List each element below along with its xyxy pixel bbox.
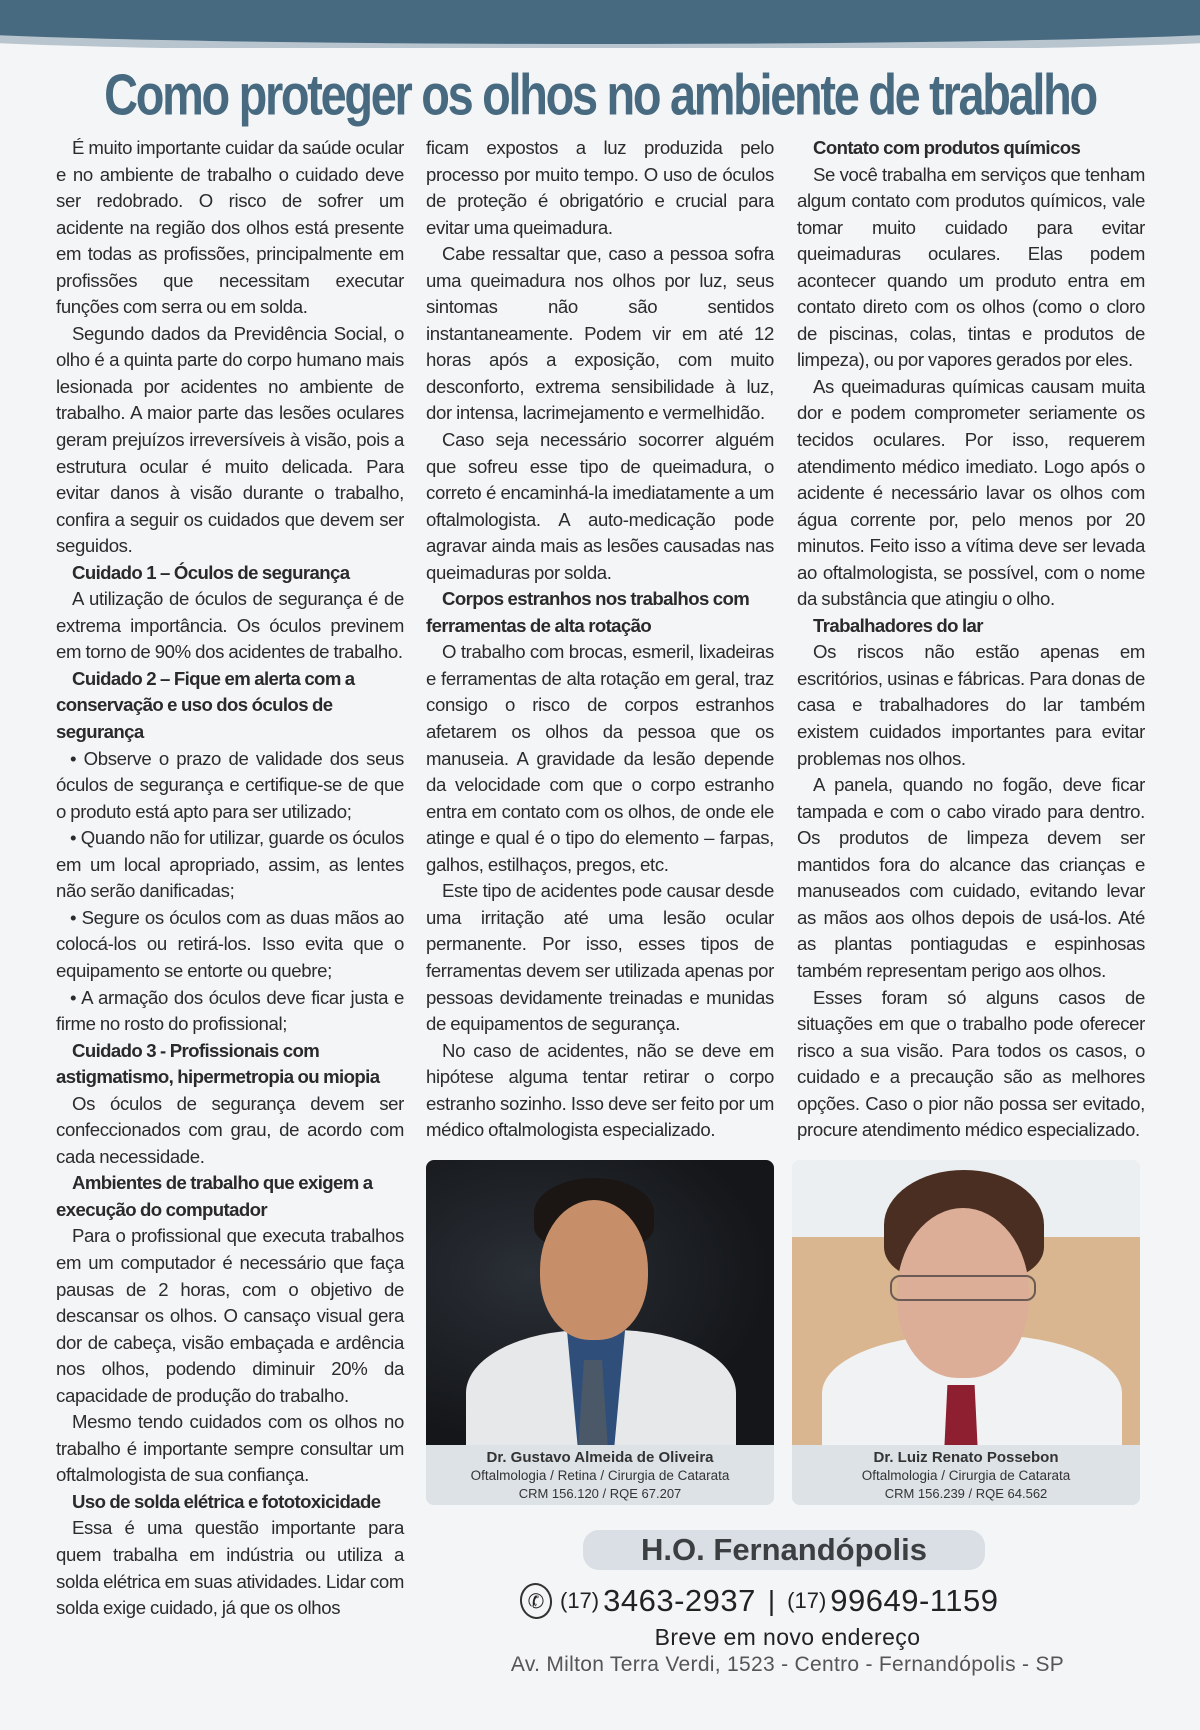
bullet-item: • Quando não for utilizar, guarde os óculos em um local apropriado, assim, as lentes não serão danificadas; xyxy=(56,827,404,902)
paragraph: Os óculos de segurança devem ser confeccionados com grau, de acordo com cada necessidade. xyxy=(56,1092,404,1167)
paragraph: É muito importante cuidar da saúde ocular e no ambiente de trabalho o cuidado deve ser redobrado. O risco de sofrer um acidente na região dos olhos está presente em todas as profissões, principalmente em profissões que necessitam executar funções com serra ou em solda. xyxy=(56,137,404,318)
paragraph: Este tipo de acidentes pode causar desde uma irritação até uma lesão ocular permanente. Por isso, esses tipos de ferramentas devem ser utilizada apenas por pessoas devidamente treinadas e munidas de equipamentos de segurança. xyxy=(426,880,774,1035)
paragraph: Para o profissional que executa trabalhos em um computador é necessário que faça pausas de 2 horas, com o objetivo de descansar os olhos. O cansaço visual gera dor de cabeça, visão embaçada e ardência nos olhos, podendo diminuir 20% da capacidade de produção do trabalho. xyxy=(56,1225,404,1406)
doctor-caption xyxy=(792,1445,1140,1505)
doctor-card-luiz xyxy=(792,1160,1140,1505)
paragraph: No caso de acidentes, não se deve em hipótese alguma tentar retirar o corpo estranho sozinho. Isso deve ser feito por um médico oftalmologista especializado. xyxy=(426,1039,774,1141)
doctor-specialty: Oftalmologia / Retina / Cirurgia de Catarata xyxy=(470,1468,730,1483)
section-subheading: Cuidado 3 - Profissionais com astigmatismo, hipermetropia ou miopia xyxy=(56,1039,380,1088)
paragraph: A panela, quando no fogão, deve ficar tampada e com o cabo virado para dentro. Os produtos de limpeza devem ser mantidos fora do alcance das crianças e manuseados com cuidado, evitando levar as mãos aos olhos depois de usá-los. Até as plantas pontiagudas e espinhosas também representam perigo aos olhos. xyxy=(797,774,1145,981)
doctor-caption xyxy=(426,1445,774,1505)
clinic-name: H.O. Fernandópolis xyxy=(583,1530,985,1570)
section-subheading: Uso de solda elétrica e fototoxicidade xyxy=(72,1490,381,1512)
phone1-number[interactable]: 3463-2937 xyxy=(603,1583,756,1618)
article-column-2 xyxy=(426,135,774,1144)
phone-separator: | xyxy=(767,1585,776,1616)
section-subheading: Contato com produtos químicos xyxy=(813,137,1081,158)
bullet-item: • Observe o prazo de validade dos seus óculos de segurança e certifique-se de que o produto está apto para ser utilizado; xyxy=(56,747,404,822)
article-column-1 xyxy=(56,135,404,1622)
phone2-area-code: (17) xyxy=(787,1588,827,1613)
article-column-3 xyxy=(797,135,1145,1144)
paragraph: Caso seja necessário socorrer alguém que sofreu esse tipo de queimadura, o correto é encaminhá-la imediatamente a um oftalmologista. A auto-medicação pode agravar ainda mais as lesões causadas nas queimaduras por solda. xyxy=(426,429,774,583)
paragraph: Mesmo tendo cuidados com os olhos no trabalho é importante sempre consultar um oftalmologista de sua confiança. xyxy=(56,1411,404,1486)
doctor-registration: CRM 156.120 / RQE 67.207 xyxy=(518,1486,682,1501)
doctor-name: Dr. Gustavo Almeida de Oliveira xyxy=(486,1449,714,1466)
paragraph: Esses foram só alguns casos de situações em que o trabalho pode oferecer risco a sua visão. Para todos os casos, o cuidado e a precaução são as melhores opções. Caso o pior não possa ser evitado, procure atendimento médico especializado. xyxy=(797,986,1145,1141)
section-subheading: Trabalhadores do lar xyxy=(813,614,983,636)
section-subheading: Corpos estranhos nos trabalhos com ferramentas de alta rotação xyxy=(426,588,750,636)
header-band xyxy=(0,0,1200,48)
doctor-face xyxy=(540,1200,648,1340)
doctor-photo xyxy=(426,1160,774,1445)
doctor-registration: CRM 156.239 / RQE 64.562 xyxy=(884,1486,1048,1501)
paragraph: O trabalho com brocas, esmeril, lixadeiras e ferramentas de alta rotação em geral, traz consigo o risco de corpos estranhos afetarem os olhos da pessoa que os manuseia. A gravidade da lesão depende da velocidade com que o corpo estranho entra em contato com os olhos, de onde ele atinge e qual é o tipo do elemento – farpas, galhos, estilhaços, pregos, etc. xyxy=(426,641,774,875)
phone2-number[interactable]: 99649-1159 xyxy=(830,1583,999,1618)
doctor-photo xyxy=(792,1160,1140,1445)
paragraph: Segundo dados da Previdência Social, o olho é a quinta parte do corpo humano mais lesionada por acidentes no ambiente de trabalho. A maior parte das lesões oculares geram prejuízos irreversíveis à visão, pois a estrutura ocular é muito delicada. Para evitar danos à visão durante o trabalho, confira a seguir os cuidados que devem ser seguidos. xyxy=(56,322,404,557)
section-subheading: Cuidado 1 – Óculos de segurança xyxy=(72,561,350,583)
doctor-specialty: Oftalmologia / Cirurgia de Catarata xyxy=(861,1468,1071,1483)
paragraph: Essa é uma questão importante para quem trabalha em indústria ou utiliza a solda elétrica em suas atividades. Lidar com solda exige cuidado, já que os olhos xyxy=(56,1517,404,1619)
section-subheading: Cuidado 2 – Fique em alerta com a conservação e uso dos óculos de segurança xyxy=(56,667,355,743)
bullet-item: • A armação dos óculos deve ficar justa e firme no rosto do profissional; xyxy=(56,986,404,1035)
header-band-fill xyxy=(0,0,1200,44)
paragraph: As queimaduras químicas causam muita dor e podem comprometer seriamente os tecidos oculares. Por isso, requerem atendimento médico imediato. Logo após o acidente é necessário lavar os olhos com água corrente por, pelo menos por 20 minutos. Feito isso a vítima deve ser levada ao oftalmologista, se possível, com o nome da substância que atingiu o olho. xyxy=(797,375,1145,610)
doctor-card-gustavo xyxy=(426,1160,774,1505)
paragraph: A utilização de óculos de segurança é de extrema importância. Os óculos previnem em torno de 90% dos acidentes de trabalho. xyxy=(56,588,404,663)
doctor-name: Dr. Luiz Renato Possebon xyxy=(873,1449,1059,1466)
paragraph: Cabe ressaltar que, caso a pessoa sofra uma queimadura nos olhos por luz, seus sintomas não são sentidos instantaneamente. Podem vir em até 12 horas após a exposição, com muito desconforto, extrema sensibilidade à luz, dor intensa, lacrimejamento e vermelhidão. xyxy=(426,243,774,424)
paragraph: Os riscos não estão apenas em escritórios, usinas e fábricas. Para donas de casa e trabalhadores do lar também existem cuidados importantes para evitar problemas nos olhos. xyxy=(797,641,1145,769)
paragraph-continued: ficam expostos a luz produzida pelo processo por muito tempo. O uso de óculos de proteção é obrigatório e crucial para evitar uma queimadura. xyxy=(426,137,774,238)
phone1-area-code: (17) xyxy=(560,1588,600,1613)
clinic-address: Av. Milton Terra Verdi, 1523 - Centro - Fernandópolis - SP xyxy=(510,1653,1065,1676)
new-address-notice: Breve em novo endereço xyxy=(654,1624,921,1650)
phone-icon: ✆ xyxy=(517,1580,555,1621)
paragraph: Se você trabalha em serviços que tenham algum contato com produtos químicos, vale tomar muito cuidado para evitar queimaduras oculares. Elas podem acontecer quando um produto entra em contato direto com os olhos (como o cloro de piscinas, colas, tintas e produtos de limpeza), ou por vapores gerados por eles. xyxy=(797,163,1145,371)
glasses-icon xyxy=(890,1275,1036,1301)
doctor-tie xyxy=(944,1385,978,1445)
section-subheading: Ambientes de trabalho que exigem a execução do computador xyxy=(56,1172,373,1220)
phone-line xyxy=(520,1578,1080,1624)
bullet-item: • Segure os óculos com as duas mãos ao colocá-los ou retirá-los. Isso evita que o equipamento se entorte ou quebre; xyxy=(56,906,404,981)
article-headline: Como proteger os olhos no ambiente de trabalho xyxy=(104,63,1096,127)
